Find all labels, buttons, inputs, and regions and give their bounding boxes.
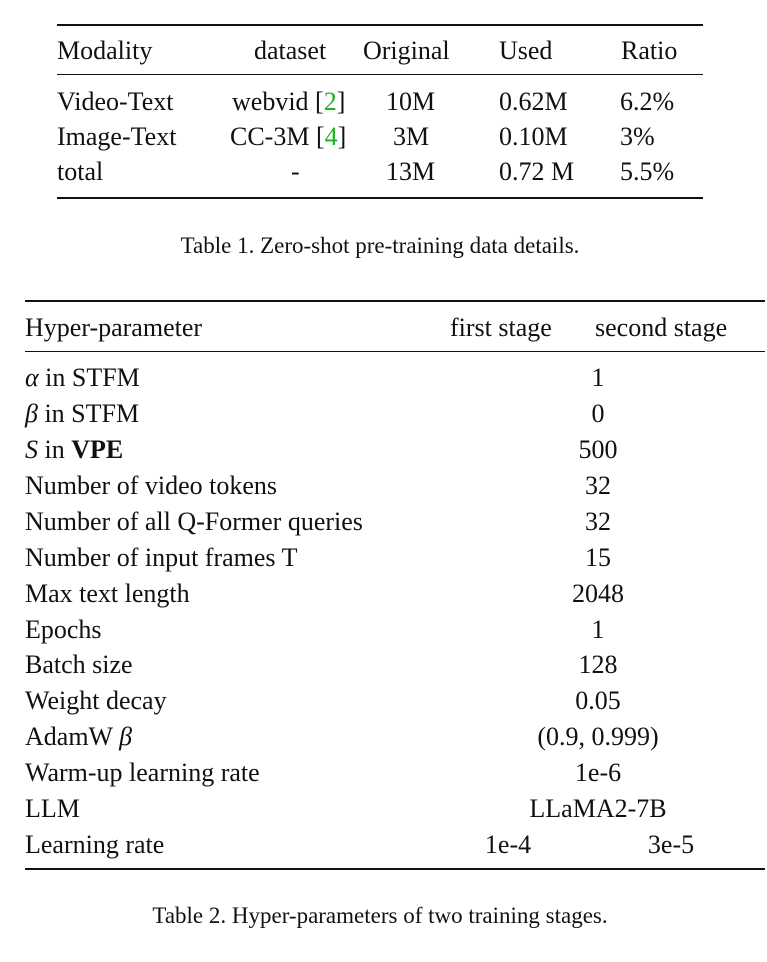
table1-header-modality: Modality: [57, 36, 153, 65]
math-symbol: α: [25, 363, 39, 392]
table2-row-value: 1: [591, 363, 605, 392]
table2-row-label: [25, 401, 139, 427]
label-bold: VPE: [71, 435, 124, 464]
table2-header-first-stage: first stage: [450, 313, 552, 342]
table2-row-value: 15: [585, 543, 611, 572]
table2-caption: Table 2. Hyper-parameters of two training stages.: [152, 903, 608, 928]
table2-row-value: 2048: [572, 579, 624, 608]
table1-header-used: Used: [499, 36, 553, 65]
table2-row-label: Warm-up learning rate: [25, 758, 260, 787]
table2-top-rule: [25, 300, 765, 302]
table2-row-value: LLaMA2-7B: [529, 794, 667, 823]
table1-row-modality: total: [57, 157, 104, 186]
table2-row-value: 128: [578, 650, 618, 679]
math-symbol: β: [119, 722, 133, 751]
label-text: in STFM: [44, 399, 140, 428]
table1-row-original: 13M: [386, 157, 436, 186]
table1-row-used: 0.72 M: [499, 157, 575, 186]
table2-row-label: [25, 724, 132, 750]
table1-row-original: 3M: [393, 122, 430, 151]
table1-row-used: 0.62M: [499, 87, 568, 116]
math-symbol: β: [25, 399, 38, 428]
table2-row-label: [25, 365, 140, 391]
table1-row-dataset: webvid [2]: [232, 87, 346, 116]
table2-row-label: Epochs: [25, 615, 102, 644]
citation-link[interactable]: 4: [324, 122, 338, 151]
table1-row-modality: Image-Text: [57, 122, 177, 151]
table1-caption: Table 1. Zero-shot pre-training data details.: [180, 233, 580, 258]
table2-row-label: Max text length: [25, 579, 190, 608]
table2-row-value: 0: [591, 399, 605, 428]
table2-row-value: (0.9, 0.999): [537, 722, 659, 751]
table2-row-value: 1: [591, 615, 605, 644]
math-symbol: S: [25, 435, 38, 464]
table2-row-label: Weight decay: [25, 686, 167, 715]
table2-mid-rule: [25, 351, 765, 352]
label-text: AdamW: [25, 722, 113, 751]
dataset-name: webvid: [232, 87, 309, 116]
table2-row-label: Number of video tokens: [25, 471, 278, 500]
table2-row-value: 1e-6: [574, 758, 622, 787]
table2-row-label: Batch size: [25, 650, 133, 679]
table1-row-dataset: -: [291, 157, 300, 186]
table1-row-original: 10M: [386, 87, 436, 116]
table2-row-value: 32: [585, 471, 611, 500]
table1-row-dataset: CC-3M [4]: [230, 122, 347, 151]
table2-row-value: 0.05: [575, 686, 621, 715]
table1-header-ratio: Ratio: [621, 36, 678, 65]
table2-row-value: 500: [578, 435, 618, 464]
table1-row-used: 0.10M: [499, 122, 568, 151]
table1-bottom-rule: [57, 197, 703, 199]
table1-header-dataset: dataset: [254, 36, 327, 65]
table2-row-label: LLM: [25, 794, 80, 823]
table1-row-modality: Video-Text: [57, 87, 174, 116]
table2-row-label: Number of all Q-Former queries: [25, 507, 363, 536]
table1-row-ratio: 3%: [620, 122, 655, 151]
dataset-name: CC-3M: [230, 122, 310, 151]
table2-row-label: [25, 437, 123, 463]
label-text: in: [44, 435, 65, 464]
table1-top-rule: [57, 24, 703, 26]
table2-row-value: 32: [585, 507, 611, 536]
table2-row-label: Number of input frames T: [25, 543, 298, 572]
citation-link[interactable]: 2: [323, 87, 337, 116]
table2-row-value-second: 3e-5: [647, 830, 695, 859]
table2-row-value-first: 1e-4: [484, 830, 532, 859]
table2-bottom-rule: [25, 868, 765, 870]
table2-header-parameter: Hyper-parameter: [25, 313, 203, 342]
label-text: in STFM: [45, 363, 140, 392]
table1-row-ratio: 5.5%: [620, 157, 675, 186]
table1-header-original: Original: [363, 36, 450, 65]
table1-row-ratio: 6.2%: [620, 87, 675, 116]
table1-mid-rule: [57, 74, 703, 75]
table2-row-label: Learning rate: [25, 830, 165, 859]
table2-header-second-stage: second stage: [595, 313, 728, 342]
